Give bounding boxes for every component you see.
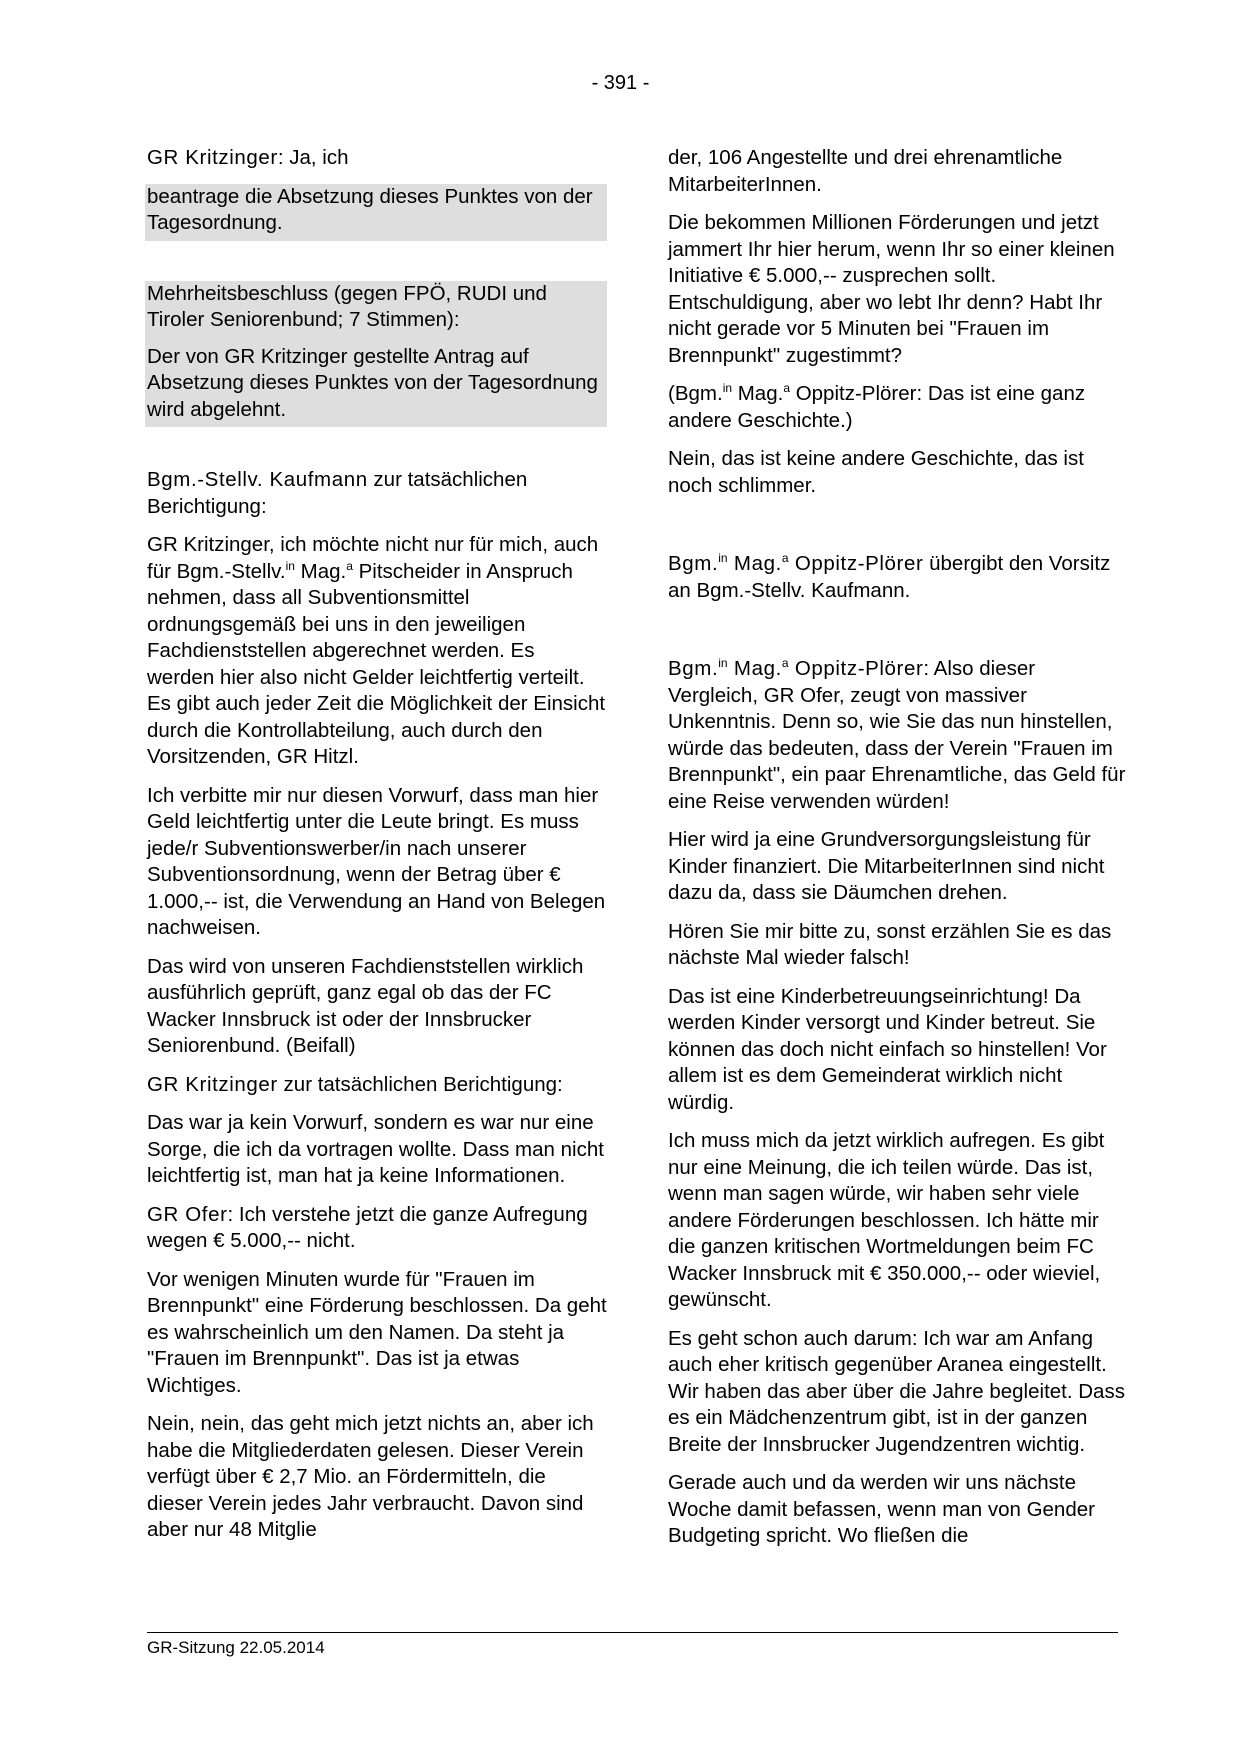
paragraph: Hier wird ja eine Grundversorgungsleistung für Kinder finanziert. Die MitarbeiterInnen sind nicht dazu da, dass sie Däumchen drehen. [668, 828, 1105, 904]
paragraph: Das ist eine Kinderbetreuungseinrichtung! Da werden Kinder versorgt und Kinder betreut. Sie können das doch nicht einfach so hinstellen! Vor allem ist es dem Gemeinderat wirklich nicht würdig. [668, 984, 1107, 1114]
paragraph: Vor wenigen Minuten wurde für "Frauen im Brennpunkt" eine Förderung beschlossen. Da geht es wahrscheinlich um den Namen. Da steht ja "Frauen im Brennpunkt". Das ist ja etwas Wichtiges. [147, 1267, 607, 1397]
paragraph: Nein, nein, das geht mich jetzt nichts an, aber ich habe die Mitgliederdaten gelesen. Dieser Verein verfügt über € 2,7 Mio. an Fördermitteln, die dieser Verein jedes Jahr verbraucht. Davon sind aber nur 48 Mitglie [147, 1412, 594, 1541]
speaker-name: GR Kritzinger [147, 146, 278, 169]
chair-handover: Bgm.$^{in}$ Mag.$^a$ Oppitz-Plörer übergibt den Vorsitz an Bgm.-Stellv. Kaufmann. [668, 551, 1111, 602]
paragraph: Ich muss mich da jetzt wirklich aufregen. Es gibt nur eine Meinung, die ich teilen würde. Das ist, wenn man sagen würde, wir haben sehr viele andere Förderungen beschlossen. Ich hätte mir die ganzen kritischen Wortmeldungen beim FC Wacker Innsbruck mit € 350.000,-- oder wieviel, gewünscht. [668, 1129, 1105, 1311]
paragraph: GR Kritzinger, ich möchte nicht nur für mich, auch für Bgm.-Stellv.$^{in}$ Mag.$^a$ Pitscheider in Anspruch nehmen, dass all Subventionsmittel ordnungsgemäß bei uns in den jeweiligen Fachdienststellen abgerechnet werden. Es werden hier also nicht Gelder leichtfertig verteilt. Es gibt auch jeder Zeit die Möglichkeit der Einsicht durch die Kontrollabteilung, auch durch den Vorsitzenden, GR Hitzl. [147, 533, 606, 768]
paragraph: Nein, das ist keine andere Geschichte, das ist noch schlimmer. [668, 447, 1084, 497]
motion-text: beantrage die Absetzung dieses Punktes von der Tagesordnung. [147, 184, 593, 234]
speaker-name: Bgm.-Stellv. Kaufmann [147, 468, 368, 491]
speaker-kritzinger-1: GR Kritzinger: Ja, ich [147, 146, 349, 169]
speaker-kritzinger-2: GR Kritzinger zur tatsächlichen Berichtigung: [147, 1072, 563, 1096]
left-column [147, 145, 607, 1556]
paragraph: Das war ja kein Vorwurf, sondern es war nur eine Sorge, die ich da vortragen wollte. Dass man nicht leichtfertig ist, man hat ja keine Informationen. [147, 1111, 604, 1187]
paragraph: Das wird von unseren Fachdienststellen wirklich ausführlich geprüft, ganz egal ob das der FC Wacker Innsbruck ist oder der Innsbrucker Seniorenbund. (Beifall) [147, 954, 584, 1057]
paragraph: Hören Sie mir bitte zu, sonst erzählen Sie es das nächste Mal wieder falsch! [668, 919, 1112, 969]
speaker-name: GR Kritzinger [147, 1072, 278, 1096]
paragraph: Gerade auch und da werden wir uns nächste Woche damit befassen, wenn man von Gender Budgeting spricht. Wo fließen die [668, 1471, 1095, 1547]
page-number: - 391 - [591, 72, 650, 94]
speaker-name: GR Ofer [147, 1202, 228, 1226]
interjection: (Bgm.$^{in}$ Mag.$^a$ Oppitz-Plörer: Das ist eine ganz andere Geschichte.) [668, 381, 1086, 432]
motion-box [145, 184, 607, 241]
resolution-box [145, 281, 607, 428]
paragraph: Die bekommen Millionen Förderungen und jetzt jammert Ihr hier herum, wenn Ihr so einer kleinen Initiative € 5.000,-- zusprechen sollt. Entschuldigung, aber wo lebt Ihr denn? Habt Ihr nicht gerade vor 5 Minuten bei "Frauen im Brennpunkt" zugestimmt? [668, 211, 1115, 367]
paragraph: Ich verbitte mir nur diesen Vorwurf, dass man hier Geld leichtfertig unter die Leute bringt. Es muss jede/r Subventionswerber/in nach unserer Subventionsordnung, wenn der Betrag über € 1.000,-- ist, die Verwendung an Hand von Belegen nachweisen. [147, 783, 606, 939]
speaker-oppitz-ploerer: Bgm.$^{in}$ Mag.$^a$ Oppitz-Plörer: Also dieser Vergleich, GR Ofer, zeugt von massiver Unkenntnis. Denn so, wie Sie das nun hinstellen, würde das bedeuten, dass der Verein "Frauen im Brennpunkt", ein paar Ehrenamtliche, das Geld für eine Reise verwenden würden! [668, 656, 1126, 813]
footer-session-date: GR-Sitzung 22.05.2014 [147, 1638, 325, 1657]
speaker-kaufmann: Bgm.-Stellv. Kaufmann zur tatsächlichen Berichtigung: [147, 468, 528, 518]
right-column [668, 145, 1128, 1562]
resolution-text: Der von GR Kritzinger gestellte Antrag auf Absetzung dieses Punktes von der Tagesordnung wird abgelehnt. [147, 344, 598, 421]
resolution-heading: Mehrheitsbeschluss (gegen FPÖ, RUDI und Tiroler Seniorenbund; 7 Stimmen): [147, 281, 547, 331]
speaker-ofer: GR Ofer: Ich verstehe jetzt die ganze Aufregung wegen € 5.000,-- nicht. [147, 1202, 588, 1252]
paragraph: der, 106 Angestellte und drei ehrenamtliche MitarbeiterInnen. [668, 146, 1063, 196]
footer-divider [147, 1632, 1118, 1633]
paragraph: Es geht schon auch darum: Ich war am Anfang auch eher kritisch gegenüber Aranea eingestellt. Wir haben das aber über die Jahre begleitet. Dass es ein Mädchenzentrum gibt, ist in der ganzen Breite der Innsbrucker Jugendzentren wichtig. [668, 1326, 1125, 1456]
